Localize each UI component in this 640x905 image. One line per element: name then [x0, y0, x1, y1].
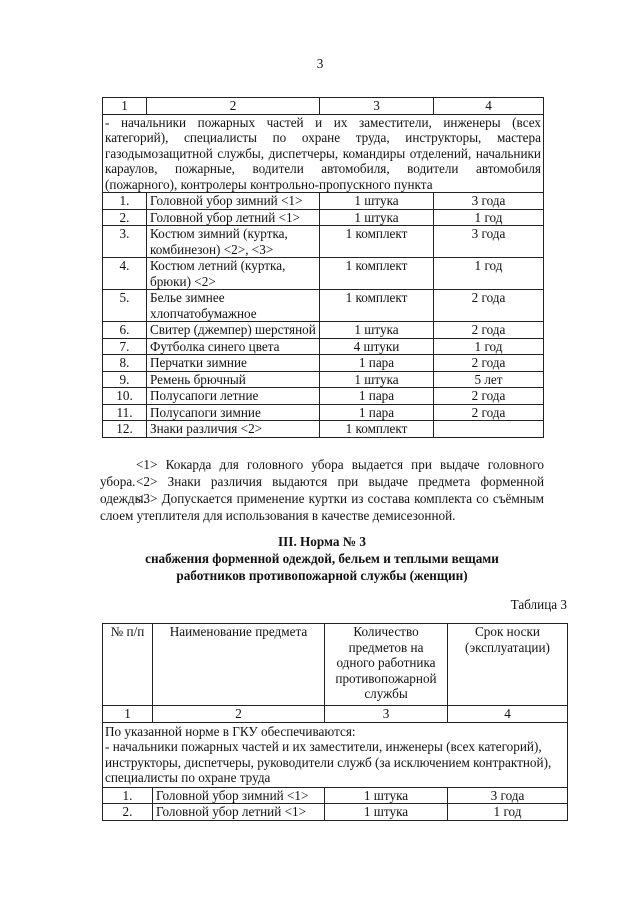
- table-row: [103, 338, 544, 355]
- row-number: 4.: [103, 258, 147, 290]
- item-quantity: 1 пара: [320, 388, 434, 405]
- header-term: Срок носки (эксплуатации): [448, 624, 568, 706]
- section-subtitle-2: работников противопожарной службы (женщин): [176, 568, 468, 583]
- item-quantity: 1 штука: [320, 371, 434, 388]
- item-name: Головной убор летний <1>: [147, 209, 320, 226]
- item-quantity: 1 пара: [320, 355, 434, 372]
- table-label: Таблица 3: [510, 597, 567, 612]
- item-term: 2 года: [434, 355, 544, 372]
- item-name: Костюм летний (куртка, брюки) <2>: [147, 258, 320, 290]
- col-number: 3: [320, 98, 434, 115]
- item-term: 3 года: [448, 787, 568, 804]
- item-name: Головной убор зимний <1>: [153, 787, 325, 804]
- item-term: 2 года: [434, 322, 544, 339]
- page-number: 3: [316, 56, 324, 71]
- group-row: [103, 114, 544, 193]
- col-number: 1: [103, 98, 147, 115]
- col-number: 2: [153, 706, 325, 723]
- item-name: Головной убор летний <1>: [153, 804, 325, 821]
- item-term: 2 года: [434, 388, 544, 405]
- item-quantity: 1 комплект: [320, 258, 434, 290]
- col-number: 4: [448, 706, 568, 723]
- row-number: 11.: [103, 404, 147, 421]
- table-row: [103, 290, 544, 322]
- item-name: Костюм зимний (куртка, комбинезон) <2>, <3>: [147, 226, 320, 258]
- col-number: 4: [434, 98, 544, 115]
- header-number: № п/п: [103, 624, 153, 706]
- item-name: Футболка синего цвета: [147, 338, 320, 355]
- row-number: 3.: [103, 226, 147, 258]
- header-quantity: Количество предметов на одного работника противопожарной службы: [325, 624, 448, 706]
- table-norm-2-continued: [102, 97, 544, 438]
- row-number: 1.: [103, 193, 147, 210]
- table-row: [103, 371, 544, 388]
- item-name: Полусапоги зимние: [147, 404, 320, 421]
- header-row: [103, 624, 568, 706]
- item-quantity: 1 штука: [320, 209, 434, 226]
- item-name: Свитер (джемпер) шерстяной: [147, 322, 320, 339]
- item-name: Ремень брючный: [147, 371, 320, 388]
- item-name: Белье зимнее хлопчатобумажное: [147, 290, 320, 322]
- col-number: 3: [325, 706, 448, 723]
- table-row: [103, 787, 568, 804]
- group-text: - начальники пожарных частей и их заместители, инженеры (всех категорий), инструкторы, диспетчеры, руководители служб (за исключением контрактной), специалисты по охране труда: [105, 739, 552, 785]
- item-term: 3 года: [434, 226, 544, 258]
- col-number: 2: [147, 98, 320, 115]
- item-term: 1 год: [448, 804, 568, 821]
- column-number-row: [103, 706, 568, 723]
- row-number: 5.: [103, 290, 147, 322]
- section-subtitle-1: снабжения форменной одеждой, бельем и теплыми вещами: [145, 551, 499, 566]
- item-name: Полусапоги летние: [147, 388, 320, 405]
- table-row: [103, 322, 544, 339]
- item-term: 1 год: [434, 209, 544, 226]
- item-term: [434, 421, 544, 438]
- col-number: 1: [103, 706, 153, 723]
- item-term: 5 лет: [434, 371, 544, 388]
- table-row: [103, 388, 544, 405]
- column-number-row: [103, 98, 544, 115]
- table-row: [103, 209, 544, 226]
- table-row: [103, 193, 544, 210]
- table-norm-3: [102, 623, 568, 821]
- item-quantity: 1 штука: [320, 193, 434, 210]
- footnote-3: <3> Допускается применение куртки из состава комплекта со съёмным слоем утеплителя для использования в качестве демисезонной.: [100, 491, 544, 523]
- item-term: 2 года: [434, 290, 544, 322]
- item-quantity: 1 штука: [325, 787, 448, 804]
- row-number: 2.: [103, 209, 147, 226]
- table-row: [103, 355, 544, 372]
- item-quantity: 4 штуки: [320, 338, 434, 355]
- row-number: 2.: [103, 804, 153, 821]
- item-term: 1 год: [434, 258, 544, 290]
- table-row: [103, 404, 544, 421]
- table-row: [103, 804, 568, 821]
- footnote-1: <1> Кокарда для головного убора выдается при выдаче головного убора.: [100, 457, 544, 489]
- row-number: 7.: [103, 338, 147, 355]
- item-quantity: 1 комплект: [320, 421, 434, 438]
- row-number: 9.: [103, 371, 147, 388]
- section-title: III. Норма № 3: [278, 534, 366, 549]
- table-row: [103, 226, 544, 258]
- item-quantity: 1 пара: [320, 404, 434, 421]
- item-quantity: 1 штука: [320, 322, 434, 339]
- group-row: [103, 722, 568, 787]
- footnote-2: <2> Знаки различия выдаются при выдаче предмета форменной одежды.: [100, 474, 544, 506]
- item-quantity: 1 комплект: [320, 226, 434, 258]
- item-quantity: 1 штука: [325, 804, 448, 821]
- item-name: Знаки различия <2>: [147, 421, 320, 438]
- item-name: Перчатки зимние: [147, 355, 320, 372]
- header-item-name: Наименование предмета: [153, 624, 325, 706]
- item-name: Головной убор зимний <1>: [147, 193, 320, 210]
- row-number: 10.: [103, 388, 147, 405]
- row-number: 1.: [103, 787, 153, 804]
- item-term: 3 года: [434, 193, 544, 210]
- item-quantity: 1 комплект: [320, 290, 434, 322]
- row-number: 12.: [103, 421, 147, 438]
- row-number: 6.: [103, 322, 147, 339]
- group-text: - начальники пожарных частей и их заместители, инженеры (всех категорий), специалисты по охране труда, инструкторы, мастера газодымозащитной службы, диспетчеры, командиры отделений, начальники караулов, пожарные, водители автомобиля, водители автомобиля (пожарного), контролеры контрольно-пропускного пункта: [103, 114, 544, 193]
- item-term: 1 год: [434, 338, 544, 355]
- item-term: 2 года: [434, 404, 544, 421]
- group-heading: По указанной норме в ГКУ обеспечиваются:: [105, 723, 356, 739]
- table-row: [103, 421, 544, 438]
- row-number: 8.: [103, 355, 147, 372]
- table-row: [103, 258, 544, 290]
